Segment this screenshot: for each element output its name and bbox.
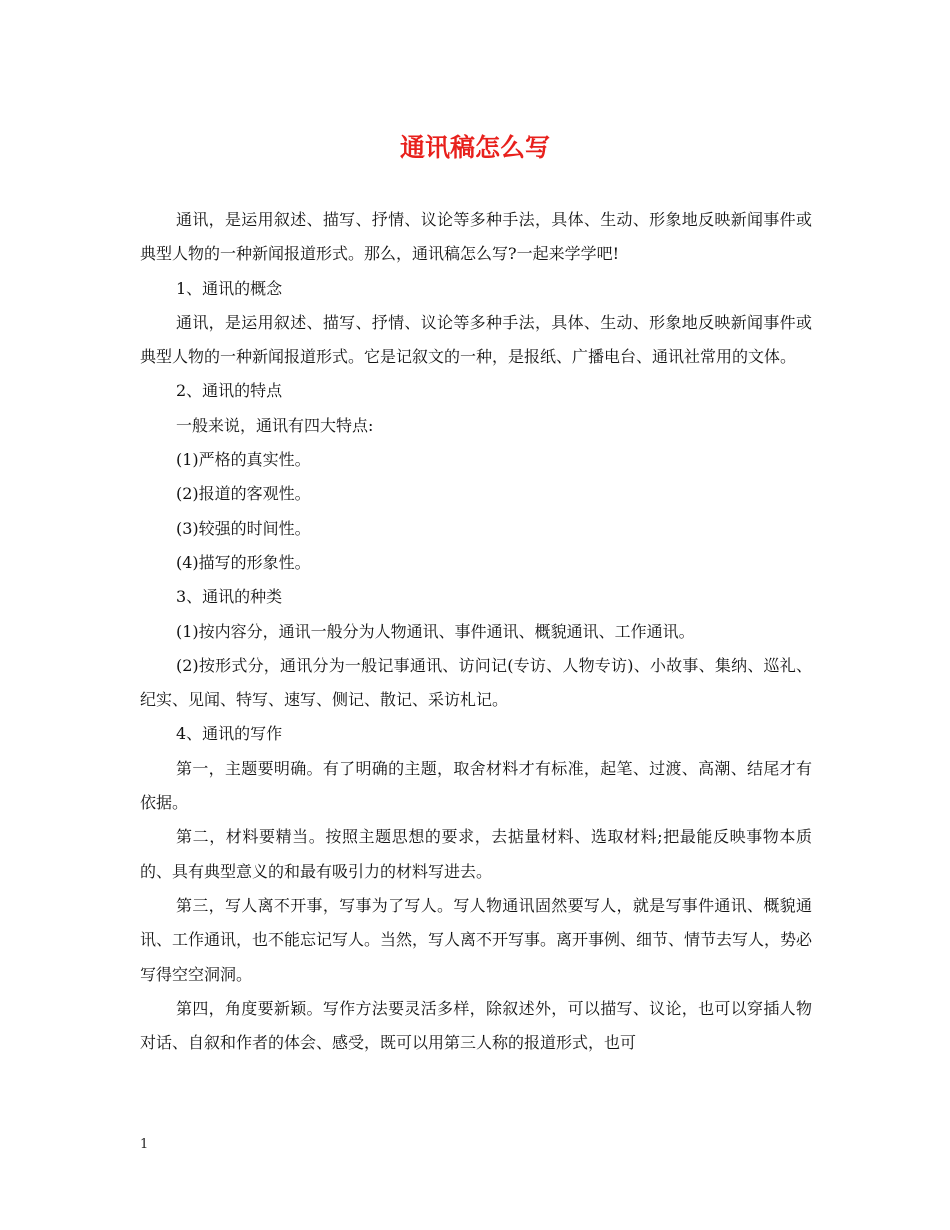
- paragraph-writing-2: 第二，材料要精当。按照主题思想的要求，去掂量材料、选取材料;把最能反映事物本质的、具有典型意义的和最有吸引力的材料写进去。: [140, 827, 812, 881]
- paragraph-features-intro: 一般来说，通讯有四大特点:: [176, 415, 374, 435]
- paragraph-writing-1: 第一，主题要明确。有了明确的主题，取舍材料才有标准，起笔、过渡、高潮、结尾才有依据。: [140, 758, 812, 813]
- page-number: 1: [140, 1137, 149, 1152]
- paragraph-writing-3: 第三，写人离不开事，写事为了写人。写人物通讯固然要写人，就是写事件通讯、概貌通讯、工作通讯，也不能忘记写人。当然，写人离不开写事。离开事例、细节、情节去写人，势必写得空空洞洞。: [140, 895, 813, 984]
- list-item-feature-1: (1)严格的真实性。: [176, 450, 311, 470]
- list-item-feature-2: (2)报道的客观性。: [176, 484, 311, 504]
- paragraph-intro: 通讯，是运用叙述、描写、抒情、议论等多种手法，具体、生动、形象地反映新闻事件或典型人物的一种新闻报道形式。那么，通讯稿怎么写?一起来学学吧!: [140, 210, 812, 264]
- document-title: 通讯稿怎么写: [399, 133, 550, 162]
- heading-features: 2、通讯的特点: [176, 381, 283, 401]
- list-item-type-1: (1)按内容分，通讯一般分为人物通讯、事件通讯、概貌通讯、工作通讯。: [176, 621, 695, 641]
- paragraph-writing-4: 第四，角度要新颖。写作方法要灵活多样，除叙述外，可以描写、议论，也可以穿插人物对话、自叙和作者的体会、感受，既可以用第三人称的报道形式，也可: [140, 998, 812, 1053]
- document-body: [140, 203, 812, 1060]
- heading-writing: 4、通讯的写作: [176, 724, 283, 744]
- list-item-feature-3: (3)较强的时间性。: [176, 518, 311, 538]
- heading-concept: 1、通讯的概念: [176, 278, 283, 298]
- list-item-type-2: (2)按形式分，通讯分为一般记事通讯、访问记(专访、人物专访)、小故事、集纳、巡礼、纪实、见闻、特写、速写、侧记、散记、采访札记。: [140, 655, 812, 710]
- list-item-feature-4: (4)描写的形象性。: [176, 552, 311, 572]
- heading-types: 3、通讯的种类: [176, 587, 283, 607]
- paragraph-concept: 通讯，是运用叙述、描写、抒情、议论等多种手法，具体、生动、形象地反映新闻事件或典型人物的一种新闻报道形式。它是记叙文的一种，是报纸、广播电台、通讯社常用的文体。: [140, 312, 812, 367]
